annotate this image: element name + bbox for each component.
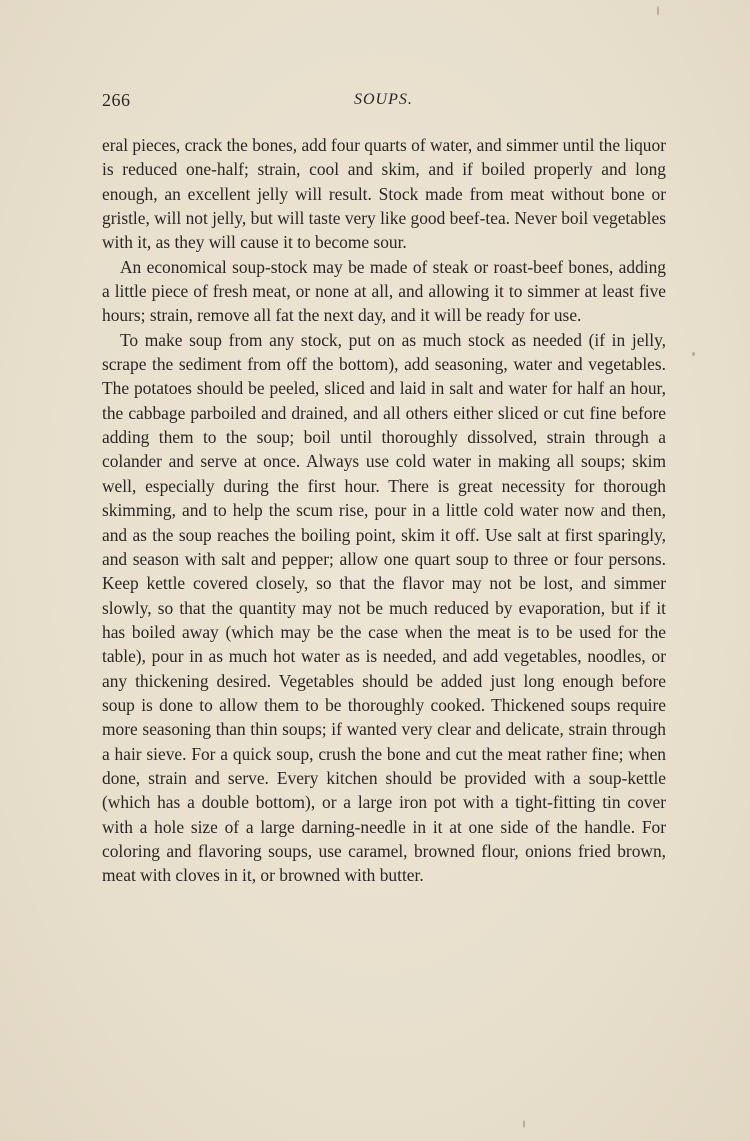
page-number: 266 (102, 90, 131, 110)
paper-speck (692, 352, 695, 356)
page-header (102, 90, 668, 114)
paragraph-soup-stock: An economical soup-stock may be made of steak or roast-beef bones, adding a little piece of fresh meat, or none at all, and allowing it to simmer at least five hours; strain, remove all fat the next day, and it will be ready for use. (102, 256, 666, 326)
paragraph-continued: eral pieces, crack the bones, add four quarts of water, and simmer until the liquor is reduced one-half; strain, cool and skim, and if boiled properly and long enough, an excellent jelly will result. Stock made from meat without bone or gristle, will not jelly, but will taste very like good beef-tea. Never boil vegetables with it, as they will cause it to become sour. (102, 135, 666, 253)
paper-speck (523, 1120, 525, 1128)
running-head: SOUPS. (354, 91, 413, 108)
paragraph-making-soup: To make soup from any stock, put on as much stock as needed (if in jelly, scrape the sediment from off the bottom), add seasoning, water and vegetables. The potatoes should be peeled, sliced and laid in salt and water for half an hour, the cabbage parboiled and drained, and all others either sliced or cut fine before adding them to the soup; boil until thoroughly dissolved, strain through a colander and serve at once. Always use cold water in making all soups; skim well, especially during the first hour. There is great necessity for thorough skimming, and to help the scum rise, pour in a little cold water now and then, and as the soup reaches the boiling point, skim it off. Use salt at first sparingly, and season with salt and pepper; allow one quart soup to three or four persons. Keep kettle covered closely, so that the flavor may not be lost, and simmer slowly, so that the quantity may not be much reduced by evaporation, but if it has boiled away (which may be the case when the meat is to be used for the table), pour in as much hot water as is needed, and add vegetables, noodles, or any thickening desired. Vegetables should be added just long enough before soup is done to allow them to be thoroughly cooked. Thickened soups require more seasoning than thin soups; if wanted very clear and delicate, strain through a hair sieve. For a quick soup, crush the bone and cut the meat rather fine; when done, strain and serve. Every kitchen should be provided with a soup-kettle (which has a double bottom), or a large iron pot with a tight-fitting tin cover with a hole size of a large darning-needle in it at one side of the handle. For coloring and flavoring soups, use caramel, browned flour, onions fried brown, meat with cloves in it, or browned with butter. (102, 329, 666, 886)
paper-speck (657, 6, 659, 16)
body-text (102, 133, 666, 888)
